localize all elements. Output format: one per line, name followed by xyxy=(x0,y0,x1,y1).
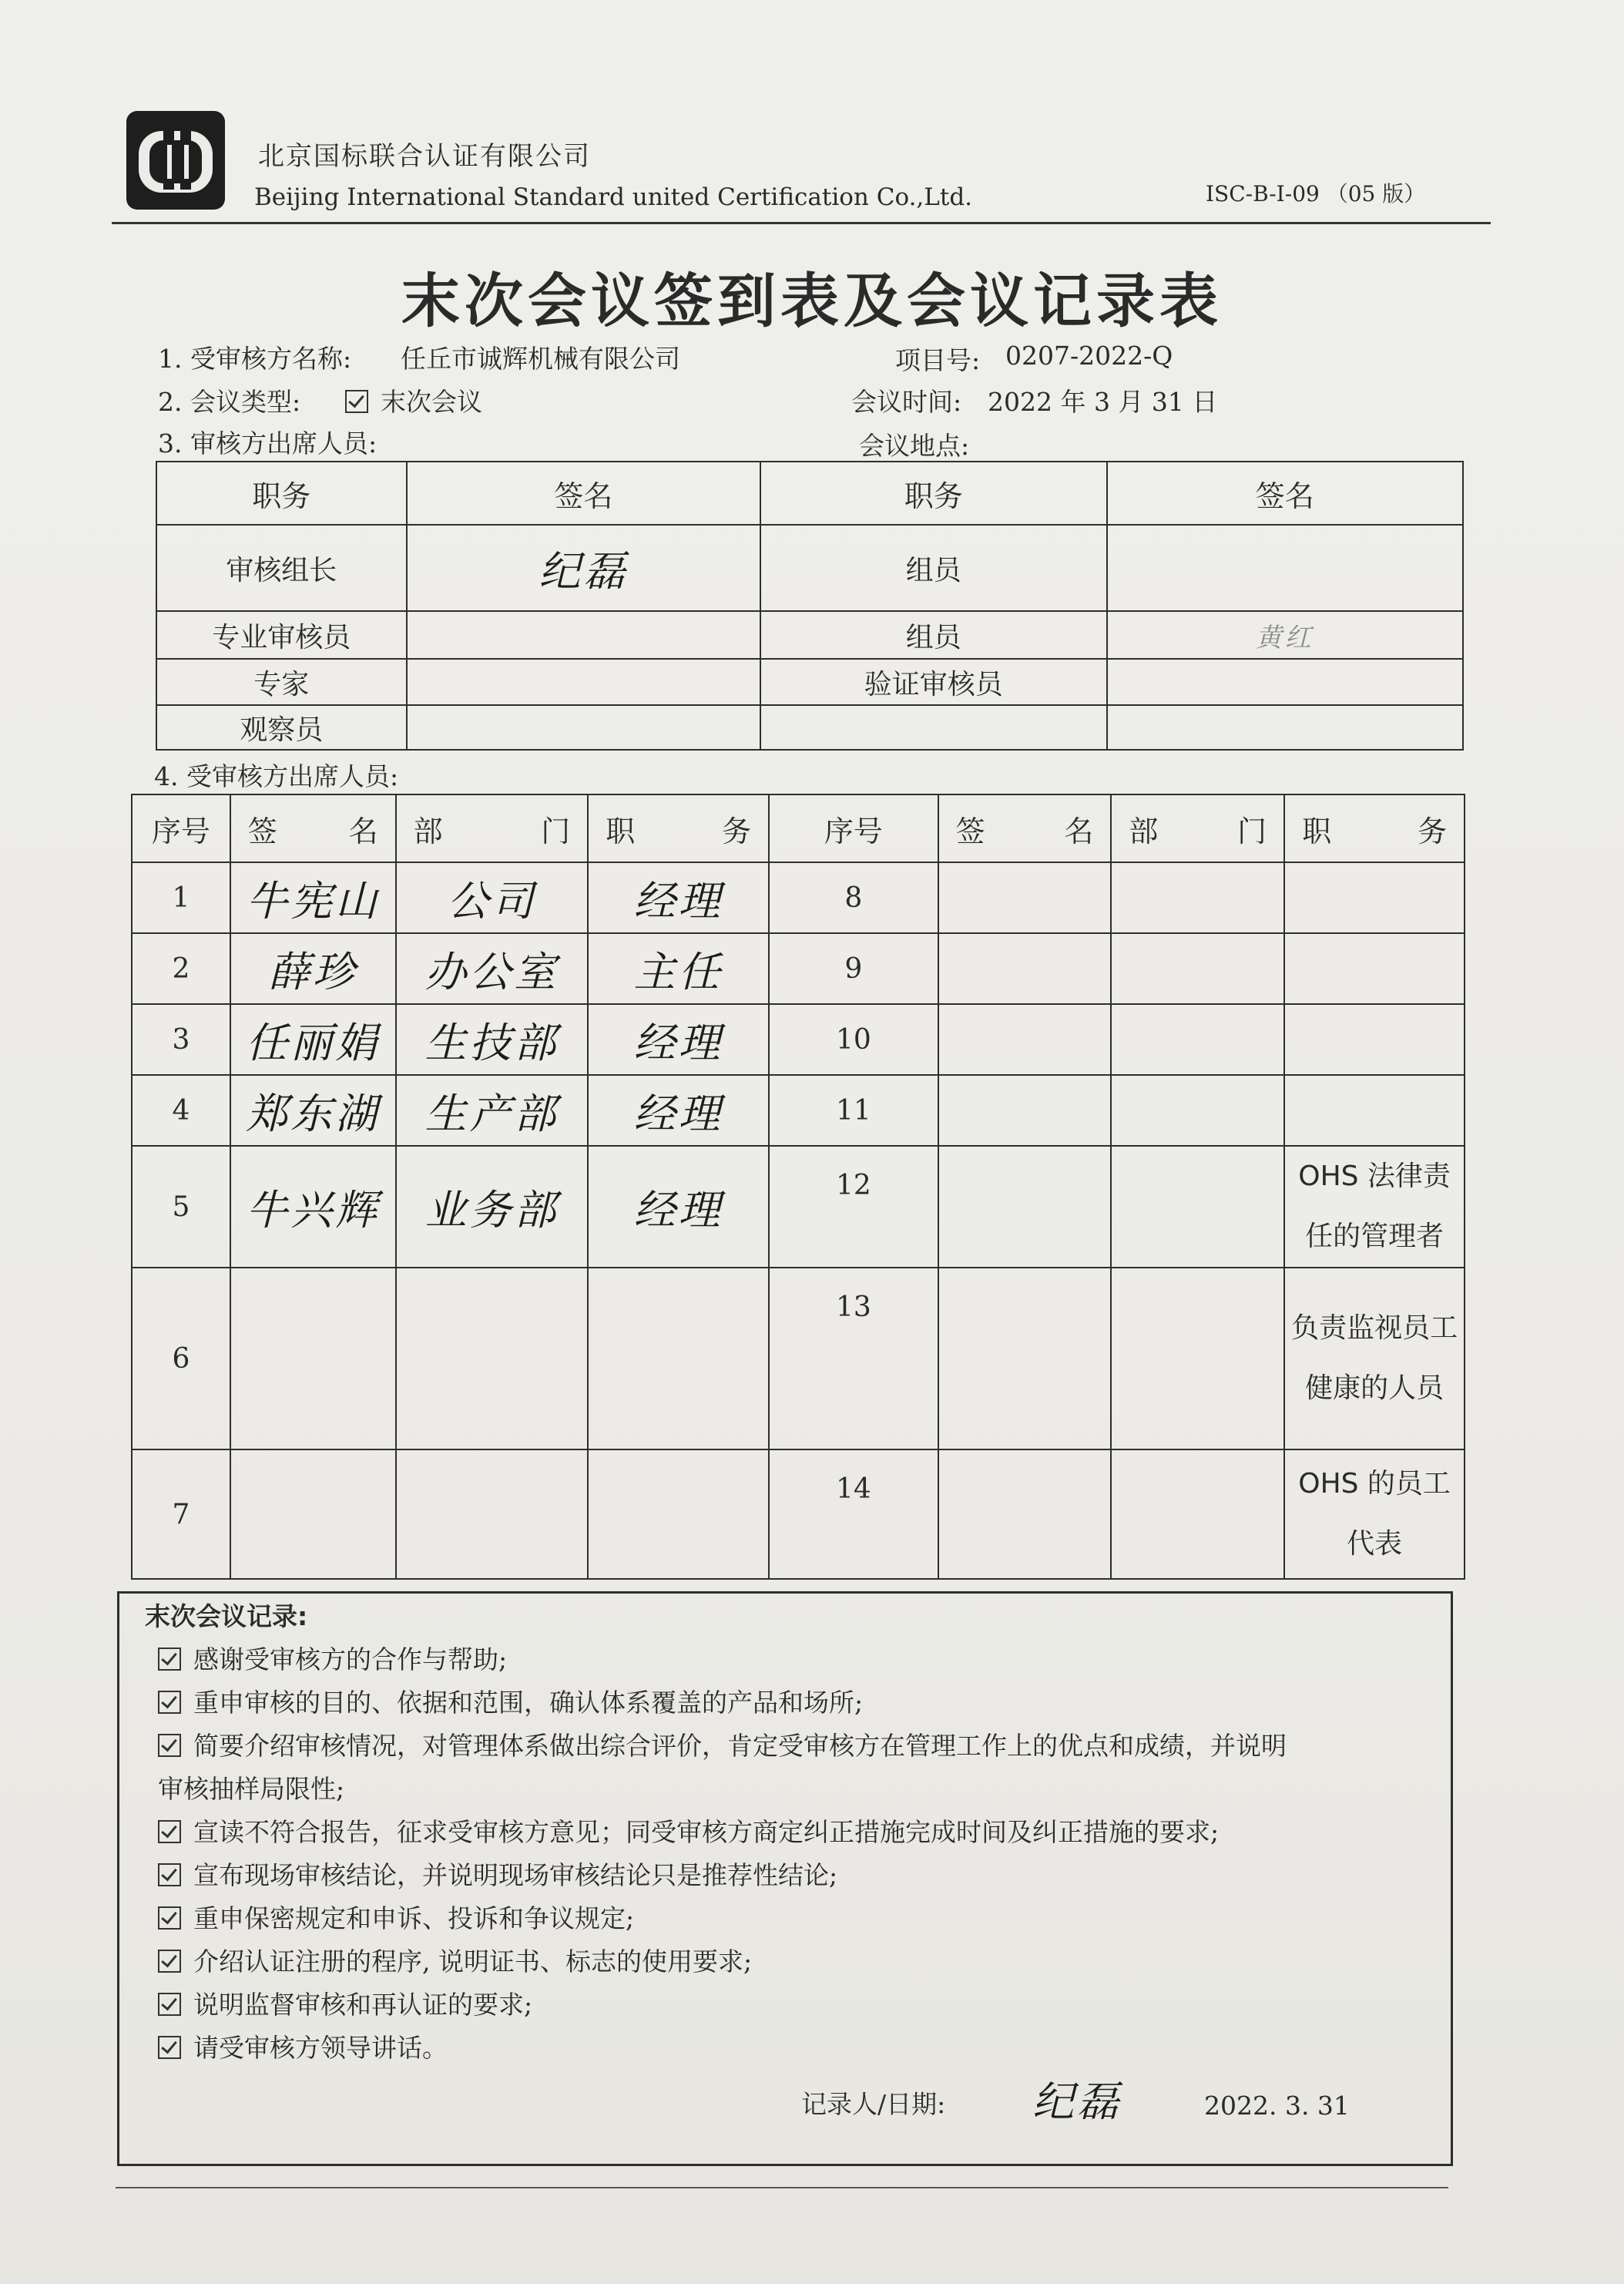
department-cell xyxy=(1111,1268,1284,1449)
auditee-value: 任丘市诚辉机械有限公司 xyxy=(401,344,680,374)
department-cell xyxy=(1111,1004,1284,1075)
role-cell: 观察员 xyxy=(156,705,407,750)
table-row xyxy=(132,1075,1465,1146)
row-number: 3 xyxy=(132,1004,230,1075)
project-value: 0207-2022-Q xyxy=(1005,341,1173,371)
duty-cell: 经理 xyxy=(588,862,769,933)
table-row xyxy=(156,705,1463,750)
meeting-time-label: 会议时间: xyxy=(851,387,962,417)
header-cell: 序号 xyxy=(769,794,938,862)
table-row xyxy=(132,1268,1465,1449)
row-number: 13 xyxy=(769,1268,938,1449)
row-number: 7 xyxy=(132,1449,230,1579)
recorder-label: 记录人/日期: xyxy=(801,2089,946,2119)
record-item: 说明监督审核和再认证的要求; xyxy=(158,1985,532,2021)
company-name-cn: 北京国标联合认证有限公司 xyxy=(258,141,591,172)
record-item: 请受审核方领导讲话。 xyxy=(158,2028,448,2064)
meeting-time-value: 2022 年 3 月 31 日 xyxy=(988,387,1218,417)
signature-cell xyxy=(407,705,760,750)
auditor-table xyxy=(156,461,1464,751)
row-number: 4 xyxy=(132,1075,230,1146)
signature-cell: 黄红 xyxy=(1107,611,1463,659)
signature-cell: 牛宪山 xyxy=(230,862,396,933)
duty-cell: 经理 xyxy=(588,1004,769,1075)
record-item-continued: 审核抽样局限性; xyxy=(158,1774,345,1804)
role-cell: 验证审核员 xyxy=(760,659,1106,705)
auditor-table-header xyxy=(156,462,1463,525)
record-item: 介绍认证注册的程序, 说明证书、标志的使用要求; xyxy=(158,1942,752,1978)
signature-cell xyxy=(938,1075,1112,1146)
record-item: 重申审核的目的、依据和范围，确认体系覆盖的产品和场所; xyxy=(158,1683,863,1719)
role-cell: 审核组长 xyxy=(156,525,407,611)
checkbox-checked-icon xyxy=(345,390,368,413)
signature-cell xyxy=(938,1268,1112,1449)
meeting-type-value: 末次会议 xyxy=(345,382,482,418)
header-cell: 签 名 xyxy=(938,794,1112,862)
signature-cell: 纪磊 xyxy=(407,525,760,611)
signature-cell xyxy=(230,1268,396,1449)
signature-cell xyxy=(407,659,760,705)
checkbox-checked-icon xyxy=(158,1734,181,1757)
department-cell xyxy=(396,1268,589,1449)
signature-cell xyxy=(938,1449,1112,1579)
checkbox-checked-icon xyxy=(158,1820,181,1843)
document-number: ISC-B-I-09 （05 版） xyxy=(1206,181,1426,207)
row-number: 6 xyxy=(132,1268,230,1449)
record-date: 2022. 3. 31 xyxy=(1204,2091,1350,2121)
department-cell xyxy=(1111,933,1284,1004)
signature-cell xyxy=(1107,705,1463,750)
header-cell: 签名 xyxy=(1107,462,1463,525)
role-cell: 组员 xyxy=(760,525,1106,611)
auditee-table xyxy=(131,794,1465,1580)
record-item: 感谢受审核方的合作与帮助; xyxy=(158,1640,507,1676)
checkbox-checked-icon xyxy=(158,1950,181,1973)
signature-cell: 任丽娟 xyxy=(230,1004,396,1075)
department-cell xyxy=(1111,1449,1284,1579)
role-cell: 专业审核员 xyxy=(156,611,407,659)
auditee-table-header xyxy=(132,794,1465,862)
department-cell xyxy=(1111,1146,1284,1268)
checkbox-checked-icon xyxy=(158,2036,181,2059)
row-number: 8 xyxy=(769,862,938,933)
row-number: 12 xyxy=(769,1146,938,1268)
row-number: 14 xyxy=(769,1449,938,1579)
table-row xyxy=(156,659,1463,705)
duty-cell xyxy=(1284,1075,1465,1146)
signature-cell xyxy=(407,611,760,659)
table-row xyxy=(132,1004,1465,1075)
row-number: 11 xyxy=(769,1075,938,1146)
signature-cell xyxy=(230,1449,396,1579)
meeting-type-label: 2. 会议类型: xyxy=(158,387,301,417)
record-title: 末次会议记录: xyxy=(145,1601,308,1631)
checkbox-checked-icon xyxy=(158,1648,181,1671)
duty-cell: 主任 xyxy=(588,933,769,1004)
signature-cell xyxy=(1107,659,1463,705)
table-row xyxy=(132,1449,1465,1579)
table-row xyxy=(156,611,1463,659)
row-number: 5 xyxy=(132,1146,230,1268)
signature-cell xyxy=(938,1004,1112,1075)
duty-cell xyxy=(1284,933,1465,1004)
record-item: 简要介绍审核情况，对管理体系做出综合评价，肯定受审核方在管理工作上的优点和成绩，并说明 xyxy=(158,1726,1287,1762)
header-cell: 职 务 xyxy=(1284,794,1465,862)
header-divider xyxy=(112,222,1491,224)
role-cell: 组员 xyxy=(760,611,1106,659)
department-cell xyxy=(396,1449,589,1579)
duty-cell xyxy=(588,1449,769,1579)
table-row xyxy=(132,933,1465,1004)
meeting-place-label: 会议地点: xyxy=(859,431,970,461)
header-cell: 职务 xyxy=(156,462,407,525)
header-cell: 序号 xyxy=(132,794,230,862)
row-number: 1 xyxy=(132,862,230,933)
checkbox-checked-icon xyxy=(158,1691,181,1714)
record-item: 宣布现场审核结论，并说明现场审核结论只是推荐性结论; xyxy=(158,1856,837,1892)
signature-cell: 薛珍 xyxy=(230,933,396,1004)
signature-cell xyxy=(938,862,1112,933)
signature-cell xyxy=(938,933,1112,1004)
row-number: 2 xyxy=(132,933,230,1004)
recorder-signature: 纪磊 xyxy=(1032,2077,1122,2126)
signature-cell xyxy=(1107,525,1463,611)
page-title: 末次会议签到表及会议记录表 xyxy=(401,267,1223,335)
department-cell: 生产部 xyxy=(396,1075,589,1146)
header-cell: 部 门 xyxy=(1111,794,1284,862)
auditor-section-label: 3. 审核方出席人员: xyxy=(158,428,377,458)
duty-cell: OHS 法律责任的管理者 xyxy=(1284,1146,1465,1268)
department-cell: 公司 xyxy=(396,862,589,933)
table-row xyxy=(132,862,1465,933)
duty-cell xyxy=(588,1268,769,1449)
duty-cell: 经理 xyxy=(588,1146,769,1268)
department-cell xyxy=(1111,1075,1284,1146)
row-number: 10 xyxy=(769,1004,938,1075)
signature-cell: 牛兴辉 xyxy=(230,1146,396,1268)
duty-cell: 负责监视员工健康的人员 xyxy=(1284,1268,1465,1449)
record-item: 宣读不符合报告，征求受审核方意见；同受审核方商定纠正措施完成时间及纠正措施的要求; xyxy=(158,1812,1219,1849)
duty-cell xyxy=(1284,1004,1465,1075)
header-cell: 职 务 xyxy=(588,794,769,862)
checkbox-checked-icon xyxy=(158,1906,181,1930)
company-logo-icon xyxy=(123,108,228,213)
footer-divider xyxy=(116,2187,1448,2188)
header-cell: 部 门 xyxy=(396,794,589,862)
department-cell: 生技部 xyxy=(396,1004,589,1075)
row-number: 9 xyxy=(769,933,938,1004)
duty-cell: 经理 xyxy=(588,1075,769,1146)
department-cell: 办公室 xyxy=(396,933,589,1004)
department-cell xyxy=(1111,862,1284,933)
table-row xyxy=(132,1146,1465,1268)
header-cell: 职务 xyxy=(760,462,1106,525)
record-item: 重申保密规定和申诉、投诉和争议规定; xyxy=(158,1899,634,1935)
checkbox-checked-icon xyxy=(158,1993,181,2016)
signature-cell xyxy=(938,1146,1112,1268)
department-cell: 业务部 xyxy=(396,1146,589,1268)
company-name-en: Beijing International Standard united Certification Co.,Ltd. xyxy=(254,183,973,211)
duty-cell: OHS 的员工代表 xyxy=(1284,1449,1465,1579)
header-cell: 签 名 xyxy=(230,794,396,862)
signature-cell: 郑东湖 xyxy=(230,1075,396,1146)
table-row xyxy=(156,525,1463,611)
header-cell: 签名 xyxy=(407,462,760,525)
project-label: 项目号: xyxy=(895,345,981,375)
role-cell: 专家 xyxy=(156,659,407,705)
role-cell xyxy=(760,705,1106,750)
auditee-label: 1. 受审核方名称: xyxy=(158,344,352,374)
auditee-section-label: 4. 受审核方出席人员: xyxy=(154,761,399,791)
checkbox-checked-icon xyxy=(158,1863,181,1886)
duty-cell xyxy=(1284,862,1465,933)
